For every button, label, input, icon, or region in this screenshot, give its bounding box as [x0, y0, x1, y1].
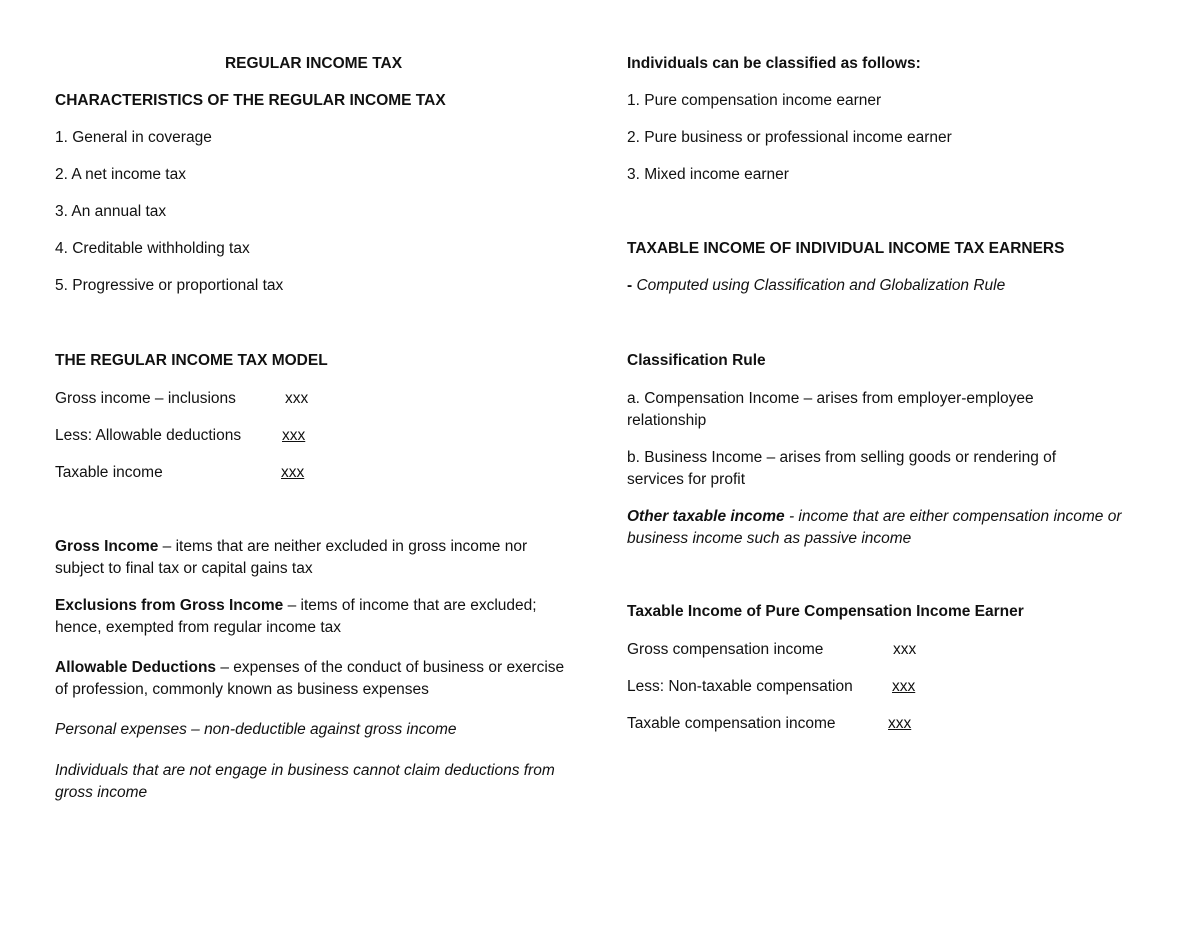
characteristic-item: 2. A net income tax — [55, 166, 186, 183]
definition-text: – items of income that are excluded; hence, exempted from regular income tax — [55, 597, 537, 636]
classification-item: b. Business Income – arises from selling goods or rendering of services for profit — [627, 449, 1057, 488]
model-row-label: Gross income – inclusions — [55, 390, 236, 407]
taxable-note-text: Computed using Classification and Globalization Rule — [632, 277, 1006, 294]
pure-comp-row-label: Taxable compensation income — [627, 715, 836, 732]
characteristic-item: 1. General in coverage — [55, 129, 212, 146]
definition-gross-income — [55, 536, 580, 580]
definition-term: Gross Income — [55, 538, 159, 555]
definition-text: – expenses of the conduct of business or exercise of profession, commonly known as business expenses — [55, 659, 565, 698]
definition-term: Exclusions from Gross Income — [55, 597, 284, 614]
taxable-note-dash: - — [627, 277, 633, 294]
definition-allowable-deductions — [55, 657, 580, 701]
pure-comp-row-label: Less: Non-taxable compensation — [627, 678, 853, 695]
characteristic-item: 3. An annual tax — [55, 203, 167, 220]
taxable-income-heading: TAXABLE INCOME OF INDIVIDUAL INCOME TAX EARNERS — [627, 240, 1065, 257]
definition-text: – items that are neither excluded in gross income nor subject to final tax or capital gains tax — [55, 538, 528, 577]
model-row-amount: xxx — [282, 427, 306, 444]
model-row-label: Taxable income — [55, 464, 163, 481]
pure-comp-heading: Taxable Income of Pure Compensation Income Earner — [627, 603, 1024, 620]
pure-comp-row-label: Gross compensation income — [627, 641, 824, 658]
definition-exclusions — [55, 595, 580, 639]
classification-rule-heading: Classification Rule — [627, 352, 766, 369]
characteristics-heading: CHARACTERISTICS OF THE REGULAR INCOME TAX — [55, 92, 446, 109]
model-row-label: Less: Allowable deductions — [55, 427, 242, 444]
taxable-income-note — [627, 276, 1005, 296]
model-row-amount: xxx — [285, 390, 309, 407]
classified-item: 2. Pure business or professional income earner — [627, 129, 952, 146]
other-taxable-term: Other taxable income — [627, 508, 785, 525]
characteristic-item: 5. Progressive or proportional tax — [55, 277, 284, 294]
note-personal-expenses: Personal expenses – non-deductible against gross income — [55, 721, 457, 738]
classified-heading: Individuals can be classified as follows: — [627, 55, 921, 72]
pure-comp-row-amount: xxx — [892, 678, 916, 695]
classified-item: 3. Mixed income earner — [627, 166, 789, 183]
classified-item: 1. Pure compensation income earner — [627, 92, 882, 109]
other-taxable-text: - income that are either compensation income or business income such as passive income — [627, 508, 1122, 547]
classification-item: a. Compensation Income – arises from employer-employee relationship — [627, 390, 1034, 429]
other-taxable-income — [627, 506, 1147, 550]
pure-comp-row-amount: xxx — [888, 715, 912, 732]
note-individuals: Individuals that are not engage in business cannot claim deductions from gross income — [55, 762, 555, 801]
characteristic-item: 4. Creditable withholding tax — [55, 240, 250, 257]
pure-comp-row-amount: xxx — [893, 641, 917, 658]
definition-term: Allowable Deductions — [55, 659, 217, 676]
page-title: REGULAR INCOME TAX — [224, 55, 403, 72]
model-row-amount: xxx — [281, 464, 305, 481]
model-heading: THE REGULAR INCOME TAX MODEL — [55, 352, 328, 369]
